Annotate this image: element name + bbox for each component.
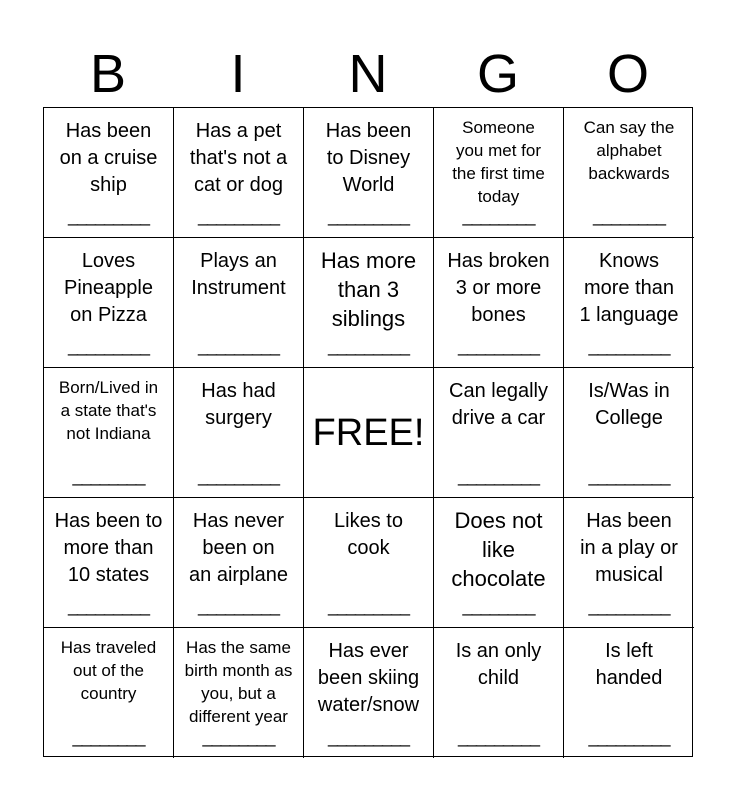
signature-line: _________ [67, 206, 150, 226]
cell-prompt: Has traveled out of the country [60, 638, 157, 703]
bingo-cell[interactable] [564, 108, 694, 238]
bingo-cell[interactable] [434, 498, 564, 628]
signature-line: _________ [588, 596, 670, 616]
bingo-cell[interactable] [564, 368, 694, 498]
header-letter-b: B [89, 44, 127, 104]
bingo-cell-free[interactable] [304, 368, 434, 498]
header-letter-g: G [476, 44, 519, 104]
cell-prompt: Is an only child [455, 640, 542, 689]
bingo-cell[interactable] [44, 108, 174, 238]
signature-line: _________ [327, 596, 410, 616]
cell-prompt: Can say the alphabet backwards [583, 118, 675, 183]
signature-line: _________ [588, 466, 670, 486]
bingo-grid [43, 107, 693, 757]
cell-prompt: Has been to more than 10 states [54, 510, 163, 586]
cell-prompt: Plays an Instrument [191, 250, 286, 299]
bingo-cell[interactable] [44, 368, 174, 498]
cell-prompt: Born/Lived in a state that's not Indiana [58, 378, 159, 443]
signature-line: _________ [457, 466, 540, 486]
bingo-cell[interactable] [304, 108, 434, 238]
signature-line: _________ [67, 336, 150, 356]
cell-prompt: Has broken 3 or more bones [447, 250, 550, 326]
signature-line: ________ [202, 727, 275, 747]
bingo-cell[interactable] [434, 628, 564, 758]
signature-line: _________ [588, 727, 670, 747]
cell-prompt: Has more than 3 siblings [320, 248, 417, 331]
cell-prompt: Can legally drive a car [449, 380, 548, 429]
signature-line: _________ [327, 336, 410, 356]
bingo-cell[interactable] [434, 108, 564, 238]
signature-line: _________ [197, 336, 280, 356]
header-letter-o: O [606, 44, 649, 104]
bingo-cell[interactable] [304, 498, 434, 628]
bingo-cell[interactable] [44, 498, 174, 628]
signature-line: _________ [457, 336, 540, 356]
signature-line: ________ [592, 206, 666, 226]
signature-line: _________ [327, 727, 410, 747]
cell-prompt: Has had surgery [201, 380, 276, 429]
bingo-cell[interactable] [174, 628, 304, 758]
cell-prompt: Has never been on an airplane [189, 510, 288, 586]
bingo-cell[interactable] [44, 628, 174, 758]
bingo-cell[interactable] [434, 238, 564, 368]
bingo-cell[interactable] [304, 238, 434, 368]
bingo-cell[interactable] [174, 108, 304, 238]
cell-prompt: Has ever been skiing water/snow [317, 640, 420, 716]
signature-line: _________ [588, 336, 670, 356]
cell-prompt: Is left handed [595, 640, 663, 689]
cell-prompt: Has the same birth month as you, but a different year [184, 638, 293, 726]
signature-line: ________ [462, 596, 535, 616]
cell-prompt: Has been on a cruise ship [59, 120, 158, 196]
bingo-cell[interactable] [44, 238, 174, 368]
cell-prompt: Has been in a play or musical [580, 510, 678, 586]
cell-prompt: Has been to Disney World [325, 120, 412, 196]
signature-line: _________ [67, 596, 150, 616]
signature-line: _________ [327, 206, 410, 226]
bingo-cell[interactable] [174, 498, 304, 628]
signature-line: _________ [197, 596, 280, 616]
bingo-cell[interactable] [564, 238, 694, 368]
bingo-cell[interactable] [434, 368, 564, 498]
bingo-cell[interactable] [304, 628, 434, 758]
cell-prompt: Knows more than 1 language [579, 250, 679, 326]
cell-prompt: Does not like chocolate [451, 508, 546, 591]
header-letter-i: I [230, 44, 246, 104]
signature-line: ________ [462, 206, 535, 226]
cell-prompt: Is/Was in College [588, 380, 670, 429]
signature-line: _________ [197, 206, 280, 226]
bingo-cell[interactable] [174, 368, 304, 498]
header-letter-n: N [348, 44, 388, 104]
signature-line: _________ [457, 727, 540, 747]
bingo-cell[interactable] [564, 498, 694, 628]
bingo-header [43, 40, 693, 108]
bingo-cell[interactable] [174, 238, 304, 368]
cell-prompt: Likes to cook [334, 510, 403, 559]
free-space-label: FREE! [312, 411, 425, 454]
cell-prompt: Loves Pineapple on Pizza [64, 250, 153, 326]
signature-line: _________ [197, 466, 280, 486]
cell-prompt: Someone you met for the first time today [452, 118, 545, 206]
bingo-cell[interactable] [564, 628, 694, 758]
cell-prompt: Has a pet that's not a cat or dog [189, 120, 288, 196]
signature-line: ________ [72, 466, 145, 486]
signature-line: ________ [72, 727, 145, 747]
